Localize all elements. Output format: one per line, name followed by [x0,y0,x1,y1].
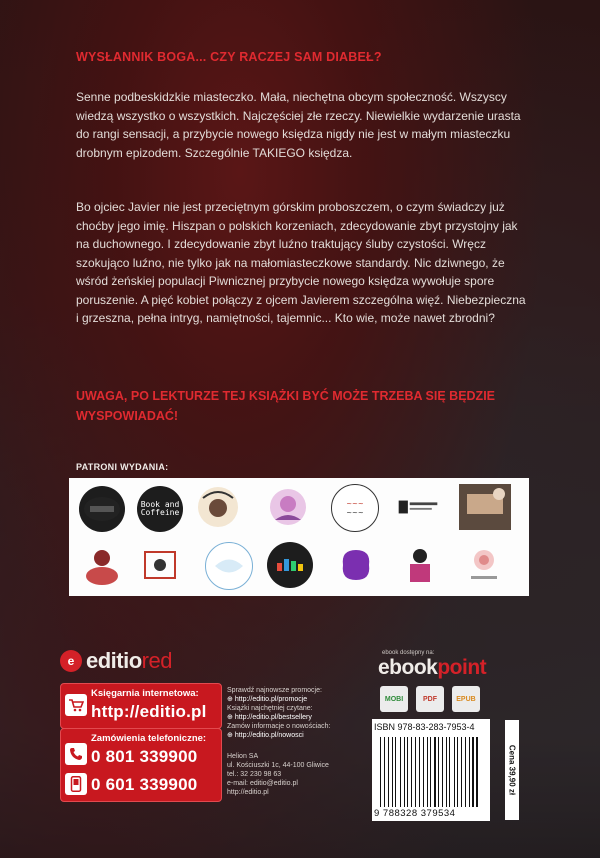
patron-logo-13 [397,542,443,588]
description-paragraph-2: Bo ojciec Javier nie jest przeciętnym górskim proboszczem, o czym świadczy już choćby jego imię. Hiszpan o polskich korzeniach, zdecydowanie zbyt przystojny jak na duchownego. I zdecydowanie zbyt luźno traktujący śluby czystości. Wręcz szokująco luźno, nie tylko jak na małomiasteczkowe standardy. Nic dziwnego, że wśród żeńskiej populacji Piwnicznej przybycie nowego księdza wywołuje spore poruszenie. A pięć kobiet połączy z ojcem Javierem szczególna więź. Niebezpieczna i grzeszna, pełna intryg, namiętności, tajemnic... Kto wie, może nawet zbrodni? [76,200,526,325]
patron-logo-10 [205,542,253,590]
barcode-stripe [428,737,429,807]
patrons-logos-panel [69,478,529,596]
barcode-stripe [417,737,418,807]
publisher-address [227,752,367,797]
barcode-stripe [457,737,458,807]
ebook-formats [380,686,480,712]
headline: WYSŁANNIK BOGA... CZY RACZEJ SAM DIABEŁ? [76,50,382,64]
patron-logo-3 [195,484,241,530]
phone-2: 0 601 339900 [91,775,198,794]
epub-format-icon: EPUB [452,686,480,712]
barcode-stripe [463,737,464,807]
barcode-stripe [380,737,381,807]
address-company: Helion SA [227,753,259,760]
address-email: e-mail: editio@editio.pl [227,780,298,787]
address-website: http://editio.pl [227,789,269,796]
barcode-stripe [470,737,471,807]
barcode-stripe [393,737,394,807]
barcode-stripe [390,737,391,807]
editio-logo [60,648,172,674]
promo-link-3: ⊕ http://editio.pl/nowosci [227,732,304,739]
barcode-stripe [447,737,448,807]
barcode-stripe [472,737,474,807]
patron-logo-9 [137,542,183,588]
barcode-bars [380,737,480,807]
barcode-number: 9 788328 379534 [374,808,456,819]
patron-logo-4 [265,484,311,530]
editio-logo-text [86,648,172,674]
barcode-stripe [409,737,410,807]
pdf-format-icon: PDF [416,686,444,712]
barcode-stripe [440,737,441,807]
price-label [505,720,519,820]
barcode-stripe [434,737,436,807]
phone-orders-box [60,728,222,802]
barcode-stripe [466,737,467,807]
barcode-stripe [397,737,398,807]
barcode-stripe [459,737,460,807]
barcode-stripe [478,737,479,807]
patron-logo-6 [395,484,441,530]
svg-text:~~~: ~~~ [346,500,364,508]
logo-editio: editio [86,648,142,673]
promo-line-3: Książki najchętniej czytane: [227,705,313,712]
editio-logo-icon: e [60,650,82,672]
patron-logo-7 [459,484,511,530]
shop-url: http://editio.pl [91,702,207,721]
barcode-stripe [388,737,390,807]
promo-url-bestsellery: http://editio.pl/bestsellery [234,714,312,721]
promo-url-nowosci: http://editio.pl/nowosci [234,732,304,739]
online-shop-box [60,683,222,729]
logo-red: red [141,648,172,673]
barcode-stripe [430,737,431,807]
promo-line-1: Sprawdź najnowsze promocje: [227,687,322,694]
patron-logo-11 [267,542,313,588]
patron-logo-12 [333,542,379,588]
barcode-stripe [382,737,383,807]
ebookpoint-b: point [437,656,487,679]
patron-logo-14 [461,542,507,588]
promo-url-promocje: http://editio.pl/promocje [234,696,308,703]
barcode-stripe [476,737,477,807]
isbn: ISBN 978-83-283-7953-4 [374,722,475,732]
barcode-stripe [451,737,453,807]
patron-logo-5 [331,484,379,532]
patron-logo-1 [79,486,125,532]
price-text: Cena 39,90 zł [507,744,517,796]
phone-icon [65,743,87,765]
ebookpoint-a: ebook [378,656,438,679]
barcode-stripe [395,737,396,807]
mobi-format-icon: MOBI [380,686,408,712]
mobile-phone-icon [65,773,87,795]
barcode-stripe [442,737,443,807]
barcode-stripe [444,737,445,807]
patrons-title: PATRONI WYDANIA: [76,462,169,472]
patron-logo-book-and-coffeine [137,486,183,532]
description-paragraph-1: Senne podbeskidzkie miasteczko. Mała, niechętna obcym społeczność. Wszyscy wiedzą wszystko o wszystkich. Najczęściej złe rzeczy. Niewielkie wydarzenie urasta do rangi sensacji, a przybycie nowego księdza nigdy nie jest w małym miasteczku drobnym epizodem. Szczególnie TAKIEGO księdza. [76,90,521,160]
svg-text:~~~: ~~~ [346,509,364,517]
barcode-stripe [385,737,386,807]
address-phone: tel.: 32 230 98 63 [227,771,282,778]
shop-label: Księgarnia internetowa: [91,688,199,699]
barcode-stripe [475,737,476,807]
promo-link-1: ⊕ http://editio.pl/promocje [227,696,308,703]
promo-links [227,686,367,740]
promo-line-5: Zamów informacje o nowościach: [227,723,331,730]
patron-logo-text: Book and Coffeine [140,500,180,517]
barcode-stripe [456,737,457,807]
barcode-stripe [401,737,403,807]
patron-logo-8 [79,542,125,588]
barcode-stripe [432,737,433,807]
barcode-stripe [413,737,414,807]
barcode-stripe [405,737,406,807]
barcode-stripe [420,737,422,807]
barcode-stripe [437,737,438,807]
promo-link-2: ⊕ http://editio.pl/bestsellery [227,714,312,721]
ebook-available-label: ebook dostępny na: [382,650,435,656]
barcode-stripe [425,737,426,807]
address-street: ul. Kościuszki 1c, 44-100 Gliwice [227,762,329,769]
warning-text: UWAGA, PO LEKTURZE TEJ KSIĄŻKI BYĆ MOŻE TRZEBA SIĘ BĘDZIE WYSPOWIADAĆ! [76,389,496,423]
barcode-stripe [407,737,408,807]
cart-icon [65,694,87,716]
phone-1: 0 801 339900 [91,747,198,766]
barcode-stripe [415,737,416,807]
barcode-stripe [449,737,450,807]
phone-label: Zamówienia telefoniczne: [91,733,207,744]
ebookpoint-logo [378,656,486,680]
